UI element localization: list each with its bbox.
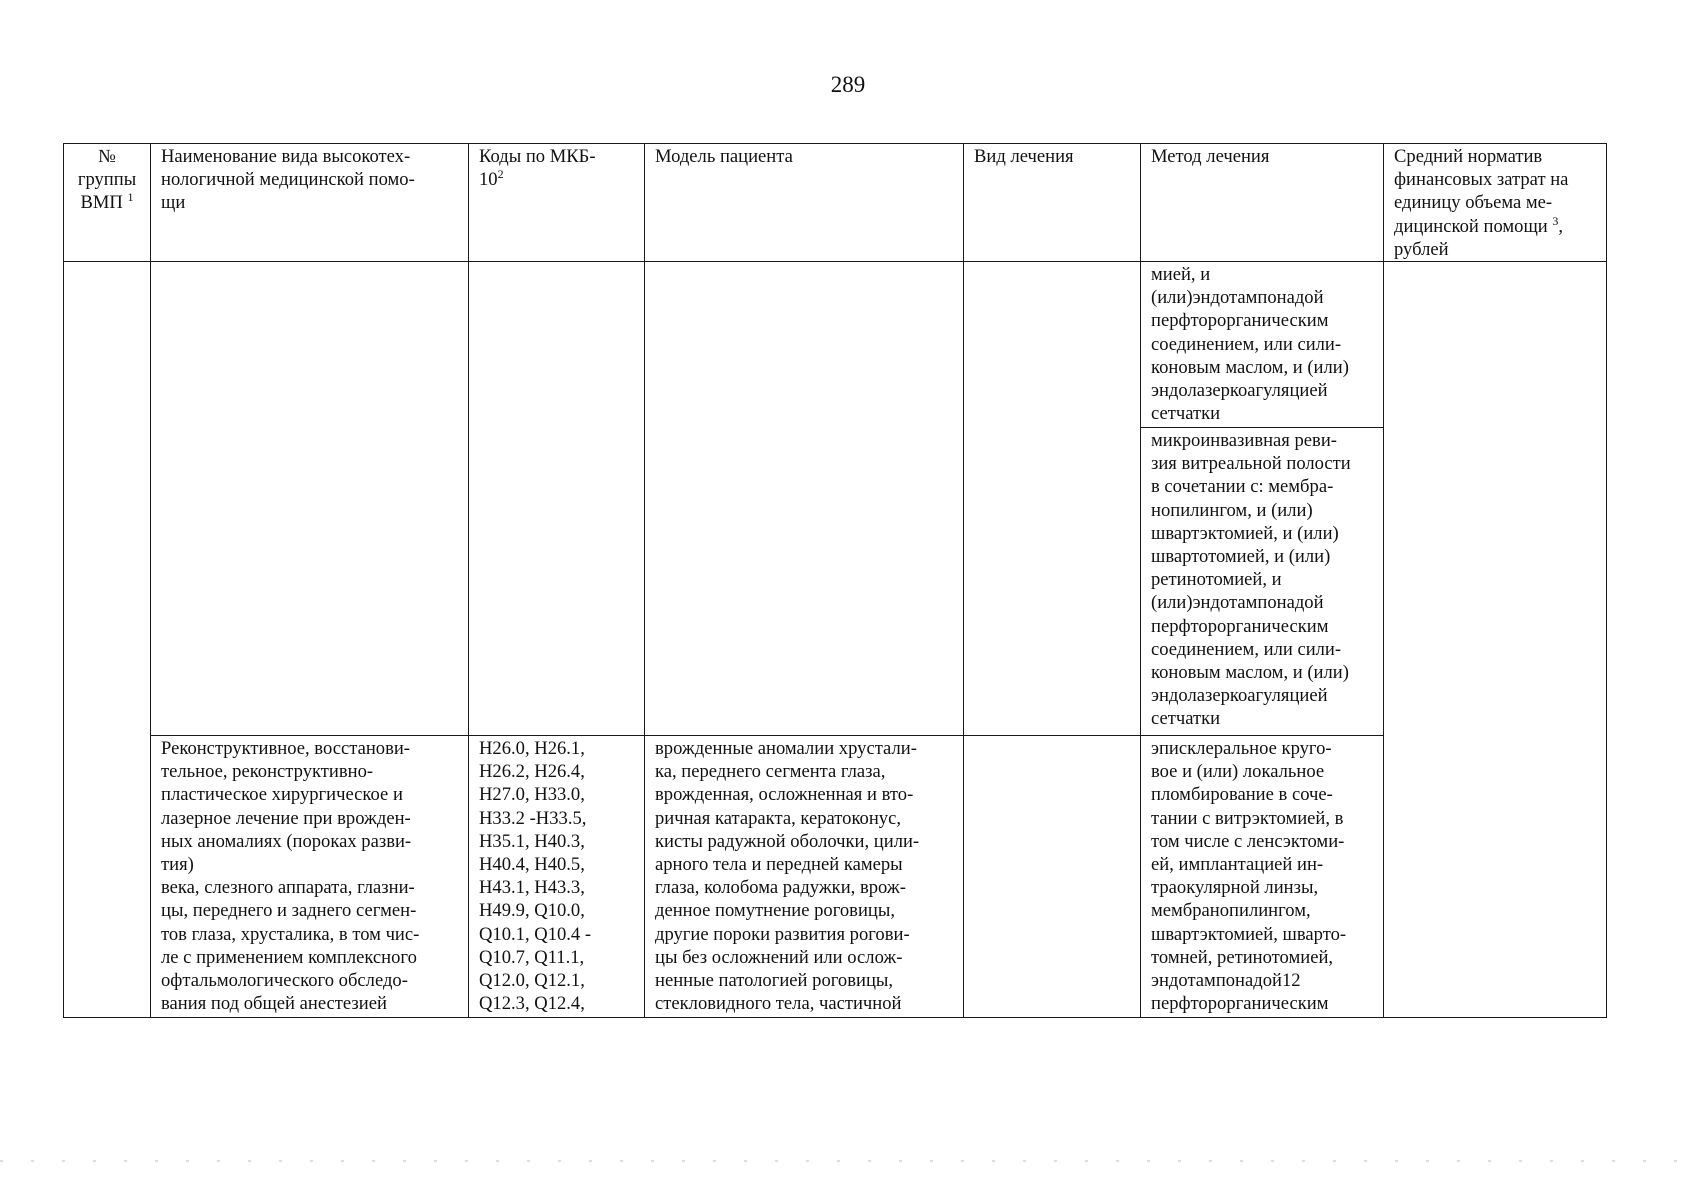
header-patient-model-text: Модель пациента xyxy=(655,146,793,167)
header-average-cost xyxy=(1384,144,1607,262)
header-icd-codes xyxy=(469,144,645,262)
cell-treatment-type xyxy=(964,262,1141,736)
cell-patient-model xyxy=(645,262,964,736)
header-patient-model xyxy=(645,144,964,262)
header-treatment-method-text: Метод лечения xyxy=(1151,146,1270,167)
table-row xyxy=(64,736,1607,1018)
footnote-1: 1 xyxy=(127,190,134,205)
care-type-name-text: Реконструктивное, восстанови- тельное, реконструктивно- пластическое хирургическое и лазерное лечение при врожден- ных аномалиях (пороках разви- тия) века, слезного аппарата, глазни- цы, переднего и заднего сегмен- тов глаза, хрусталика, в том чис- ле с применением комплексного офтальмологического обследо- вания под общей анестезией xyxy=(161,738,420,1015)
method-text: микроинвазивная реви- зия витреальной полости в сочетании с: мембра- нопилингом, и (или) швартэктомией, и (или) швартотомией, и (или) ретинотомией, и (или)эндотампонадой перфторорганическим соединением, или сили- коновым маслом, и (или) эндолазеркоагуляцией сетчатки xyxy=(1151,430,1351,730)
footnote-2: 2 xyxy=(497,167,504,182)
cell-group-number xyxy=(64,262,151,1018)
method-text: мией, и (или)эндотампонадой перфторорганическим соединением, или сили- коновым маслом, и (или) эндолазеркоагуляцией сетчатки xyxy=(1151,264,1349,425)
method-text: эписклеральное круго- вое и (или) локальное пломбирование в соче- тании с витрэктомией, в том числе с ленсэктоми- ей, имплантацией ин- траокулярной линзы, мембранопилингом, швартэктомией, шварто- томней, ретинотомией, эндотампонадой12 перфторорганическим xyxy=(1151,738,1347,1015)
header-care-type-name-text: Наименование вида высокотех- нологичной медицинской помо- щи xyxy=(161,146,415,214)
header-group-number-text: № группы ВМП xyxy=(77,146,137,214)
header-treatment-type xyxy=(964,144,1141,262)
cell-patient-model xyxy=(645,736,964,1018)
header-average-cost-tail: , рублей xyxy=(1394,215,1564,260)
cell-average-cost xyxy=(1384,262,1607,1018)
scan-noise-line xyxy=(0,1160,1696,1162)
cell-icd-codes xyxy=(469,262,645,736)
header-icd-codes-text: Коды по МКБ- 10 xyxy=(479,146,596,191)
header-treatment-method xyxy=(1141,144,1384,262)
header-average-cost-text: Средний норматив финансовых затрат на единицу объема ме- дицинской помощи xyxy=(1394,146,1569,237)
table-header-row xyxy=(64,144,1607,262)
cell-icd-codes xyxy=(469,736,645,1018)
table-row xyxy=(64,262,1607,428)
patient-model-text: врожденные аномалии хрустали- ка, переднего сегмента глаза, врожденная, осложненная и вто- ричная катаракта, кератоконус, кисты радужной оболочки, цили- арного тела и передней камеры глаза, колобома радужки, врож- денное помутнение роговицы, другие пороки развития рогови- цы без осложнений или ослож- ненные патологией роговицы, стекловидного тела, частичной xyxy=(655,738,920,1015)
vmp-table xyxy=(63,143,1607,1018)
cell-treatment-type xyxy=(964,736,1141,1018)
cell-treatment-method xyxy=(1141,262,1384,428)
cell-treatment-method xyxy=(1141,428,1384,736)
header-treatment-type-text: Вид лечения xyxy=(974,146,1074,167)
cell-care-type-name xyxy=(151,736,469,1018)
page-number: 289 xyxy=(830,72,866,97)
cell-treatment-method xyxy=(1141,736,1384,1018)
header-group-number xyxy=(64,144,151,262)
header-care-type-name xyxy=(151,144,469,262)
cell-care-type-name xyxy=(151,262,469,736)
footnote-3: 3 xyxy=(1552,213,1559,228)
icd-codes-text: H26.0, H26.1, H26.2, H26.4, H27.0, H33.0, H33.2 -H33.5, H35.1, H40.3, H40.4, H40.5, H43.1, H43.3, H49.9, Q10.0, Q10.1, Q10.4 - Q10.7, Q11.1, Q12.0, Q12.1, Q12.3, Q12.4, xyxy=(479,738,592,1015)
